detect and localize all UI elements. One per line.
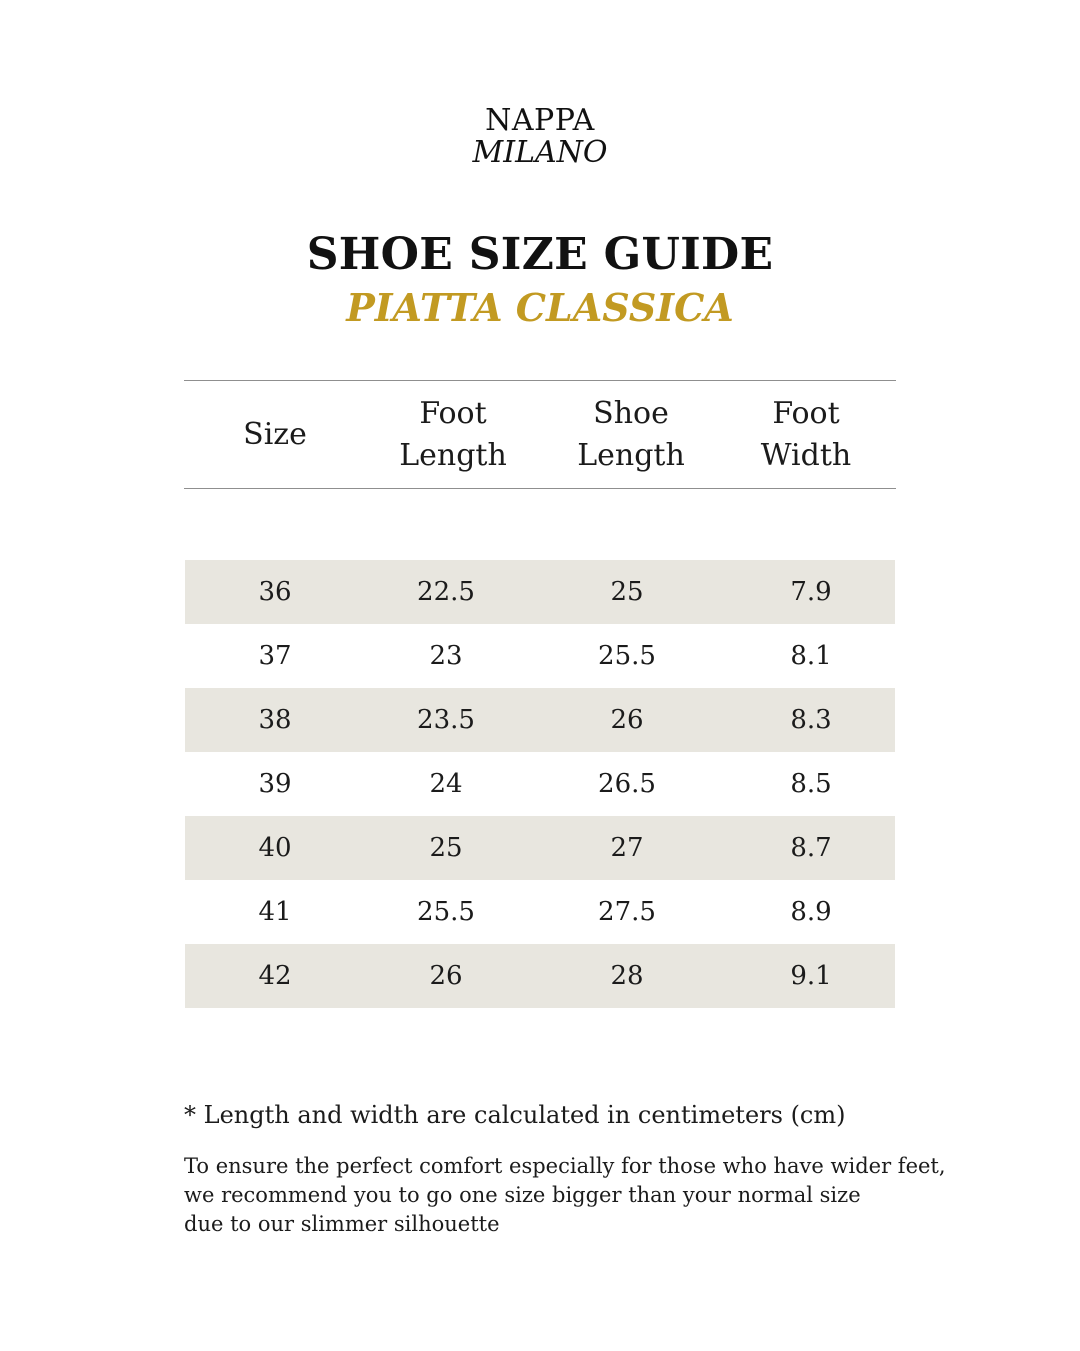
header-shoe-length: Shoe Length	[577, 395, 685, 473]
cell-foot-width: 8.3	[790, 705, 832, 735]
table-row	[185, 688, 895, 752]
fit-advice-line: we recommend you to go one size bigger than your normal size	[184, 1183, 861, 1207]
fit-advice-line: To ensure the perfect comfort especially for those who have wider feet,	[184, 1154, 946, 1178]
page-subtitle: PIATTA CLASSICA	[346, 285, 734, 330]
size-table-body	[185, 560, 895, 1008]
cell-foot-width: 8.7	[790, 833, 832, 863]
cell-size: 42	[258, 961, 292, 991]
cell-foot-width: 8.5	[790, 769, 832, 799]
cell-foot-width: 8.1	[790, 641, 832, 671]
cell-foot-width: 8.9	[790, 897, 832, 927]
fit-advice	[184, 1152, 946, 1239]
cell-foot-length: 25.5	[417, 897, 475, 927]
cell-foot-length: 23.5	[417, 705, 475, 735]
header-bottom-rule	[184, 488, 896, 489]
table-row	[185, 944, 895, 1008]
header-size: Size	[243, 416, 307, 452]
cell-shoe-length: 27.5	[598, 897, 656, 927]
cell-shoe-length: 26.5	[598, 769, 656, 799]
cell-size: 41	[258, 897, 292, 927]
page-title: SHOE SIZE GUIDE	[306, 229, 774, 280]
cell-size: 39	[258, 769, 292, 799]
table-row	[185, 560, 895, 624]
cell-foot-length: 24	[429, 769, 463, 799]
table-row	[185, 880, 895, 944]
size-table-header	[184, 381, 896, 488]
cell-shoe-length: 25	[610, 577, 644, 607]
cell-size: 40	[258, 833, 292, 863]
header-foot-length: Foot Length	[399, 395, 507, 473]
cell-foot-length: 23	[429, 641, 463, 671]
cell-foot-length: 22.5	[417, 577, 475, 607]
cell-shoe-length: 28	[610, 961, 644, 991]
header-foot-width: Foot Width	[760, 395, 852, 473]
cell-size: 38	[258, 705, 292, 735]
fit-advice-line: due to our slimmer silhouette	[184, 1212, 500, 1236]
cell-size: 36	[258, 577, 292, 607]
cell-foot-length: 25	[429, 833, 463, 863]
table-row	[185, 752, 895, 816]
brand-logo-line1: NAPPA	[485, 103, 595, 138]
cell-foot-width: 9.1	[790, 961, 832, 991]
cell-foot-length: 26	[429, 961, 463, 991]
table-row	[185, 816, 895, 880]
units-note: * Length and width are calculated in centimeters (cm)	[184, 1101, 846, 1129]
cell-shoe-length: 26	[610, 705, 644, 735]
cell-foot-width: 7.9	[790, 577, 832, 607]
table-row	[185, 624, 895, 688]
cell-size: 37	[258, 641, 292, 671]
cell-shoe-length: 27	[610, 833, 644, 863]
brand-logo-line2: MILANO	[472, 135, 608, 170]
cell-shoe-length: 25.5	[598, 641, 656, 671]
